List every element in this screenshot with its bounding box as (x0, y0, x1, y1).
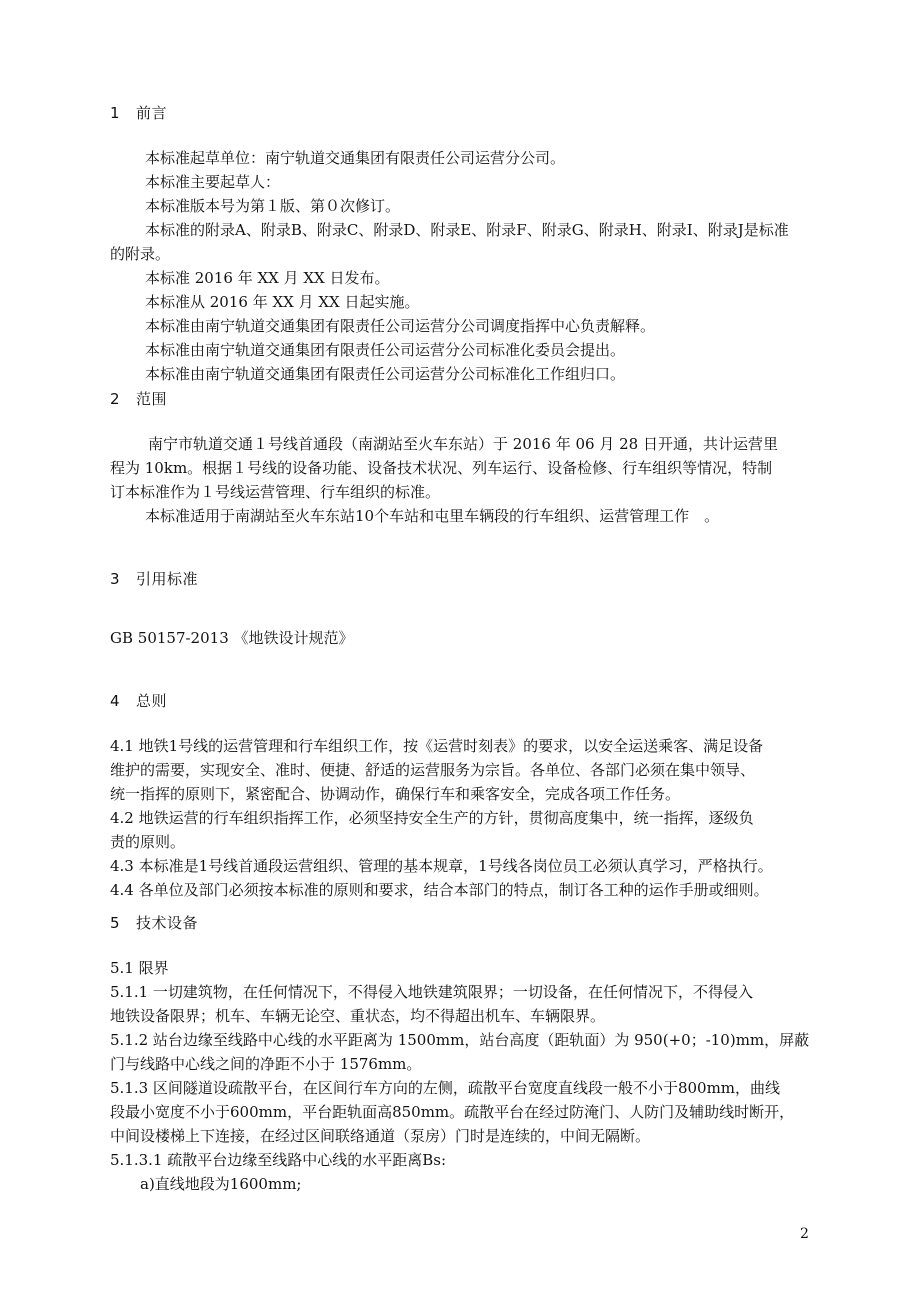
paragraph-line: 本标准适用于南湖站至火车东站10个车站和屯里车辆段的行车组织、运营管理工作 。 (145, 507, 720, 525)
paragraph-line: 4.2 地铁运营的行车组织指挥工作，必须坚持安全生产的方针，贯彻高度集中，统一指挥，逐级负 (110, 809, 754, 827)
paragraph-line: 责的原则。 (110, 833, 186, 851)
section-title: 引用标准 (136, 570, 199, 588)
paragraph-line: 5.1.3.1 疏散平台边缘至线路中心线的水平距离Bs: (110, 1151, 447, 1169)
paragraph-line: 4.1 地铁1号线的运营管理和行车组织工作，按《运营时刻表》的要求，以安全运送乘客、满足设备 (110, 737, 764, 755)
paragraph-line: 5.1.2 站台边缘至线路中心线的水平距离为 1500mm，站台高度（距轨面）为 950(+0；-10)mm，屏蔽 (110, 1031, 810, 1049)
paragraph-line: 本标准主要起草人： (145, 173, 281, 191)
paragraph-line: 5.1.3 区间隧道设疏散平台，在区间行车方向的左侧，疏散平台宽度直线段一般不小于800mm，曲线 (110, 1079, 781, 1097)
section-heading-1 (110, 102, 167, 123)
paragraph-line: 中间设楼梯上下连接，在经过区间联络通道（泵房）门时是连续的，中间无隔断。 (110, 1127, 651, 1145)
paragraph-line: 本标准由南宁轨道交通集团有限责任公司运营分公司调度指挥中心负责解释。 (145, 317, 656, 335)
paragraph-line: 地铁设备限界；机车、车辆无论空、重状态，均不得超出机车、车辆限界。 (110, 1007, 606, 1025)
section-heading-2 (110, 388, 167, 409)
section-heading-4 (110, 690, 167, 711)
section-number: 2 (110, 390, 121, 408)
section-title: 总则 (136, 692, 168, 710)
paragraph-line: 4.4 各单位及部门必须按本标准的原则和要求，结合本部门的特点，制订各工种的运作手册或细则。 (110, 881, 769, 899)
paragraph-line: 的附录。 (110, 245, 171, 263)
section-number: 3 (110, 570, 121, 588)
paragraph-line: 本标准由南宁轨道交通集团有限责任公司运营分公司标准化工作组归口。 (145, 365, 626, 383)
paragraph-line: 本标准 2016 年 XX 月 XX 日发布。 (145, 269, 390, 287)
paragraph-line: 本标准由南宁轨道交通集团有限责任公司运营分公司标准化委员会提出。 (145, 341, 626, 359)
section-number: 5 (110, 914, 121, 932)
paragraph-line: 5.1.1 一切建筑物，在任何情况下，不得侵入地铁建筑限界；一切设备，在任何情况下，不得侵入 (110, 983, 753, 1001)
paragraph-line: 门与线路中心线之间的净距不小于 1576mm。 (110, 1055, 422, 1073)
section-title: 技术设备 (136, 914, 199, 932)
section-title: 前言 (136, 104, 168, 122)
paragraph-line: 维护的需要，实现安全、准时、便捷、舒适的运营服务为宗旨。各单位、各部门必须在集中领导、 (110, 761, 756, 779)
paragraph-line: 程为 10km。根据１号线的设备功能、设备技术状况、列车运行、设备检修、行车组织等情况，特制 (110, 459, 773, 477)
paragraph-line: 订本标准作为１号线运营管理、行车组织的标准。 (110, 483, 441, 501)
paragraph-line: 本标准起草单位：南宁轨道交通集团有限责任公司运营分公司。 (145, 149, 566, 167)
section-heading-5 (110, 912, 198, 933)
paragraph-line: 本标准从 2016 年 XX 月 XX 日起实施。 (145, 293, 420, 311)
section-heading-3 (110, 568, 198, 589)
paragraph-line: 5.1 限界 (110, 959, 169, 977)
paragraph-line: 本标准版本号为第１版、第０次修订。 (145, 197, 401, 215)
section-number: 1 (110, 104, 121, 122)
paragraph-line: 本标准的附录A、附录B、附录C、附录D、附录E、附录F、附录G、附录H、附录I、附录J是标准 (145, 221, 789, 239)
paragraph-line: 段最小宽度不小于600mm，平台距轨面高850mm。疏散平台在经过防淹门、人防门及辅助线时断开， (110, 1103, 795, 1121)
page-number: 2 (800, 1226, 809, 1242)
paragraph-line: 统一指挥的原则下，紧密配合、协调动作，确保行车和乘客安全，完成各项工作任务。 (110, 785, 681, 803)
section-number: 4 (110, 692, 121, 710)
reference-standard: GB 50157-2013 《地铁设计规范》 (110, 629, 354, 647)
section-title: 范围 (136, 390, 168, 408)
paragraph-line: 南宁市轨道交通１号线首通段（南湖站至火车东站）于 2016 年 06 月 28 日开通，共计运营里 (148, 435, 778, 453)
paragraph-line: 4.3 本标准是1号线首通段运营组织、管理的基本规章，1号线各岗位员工必须认真学习，严格执行。 (110, 857, 773, 875)
paragraph-line: a)直线地段为1600mm; (140, 1175, 302, 1193)
